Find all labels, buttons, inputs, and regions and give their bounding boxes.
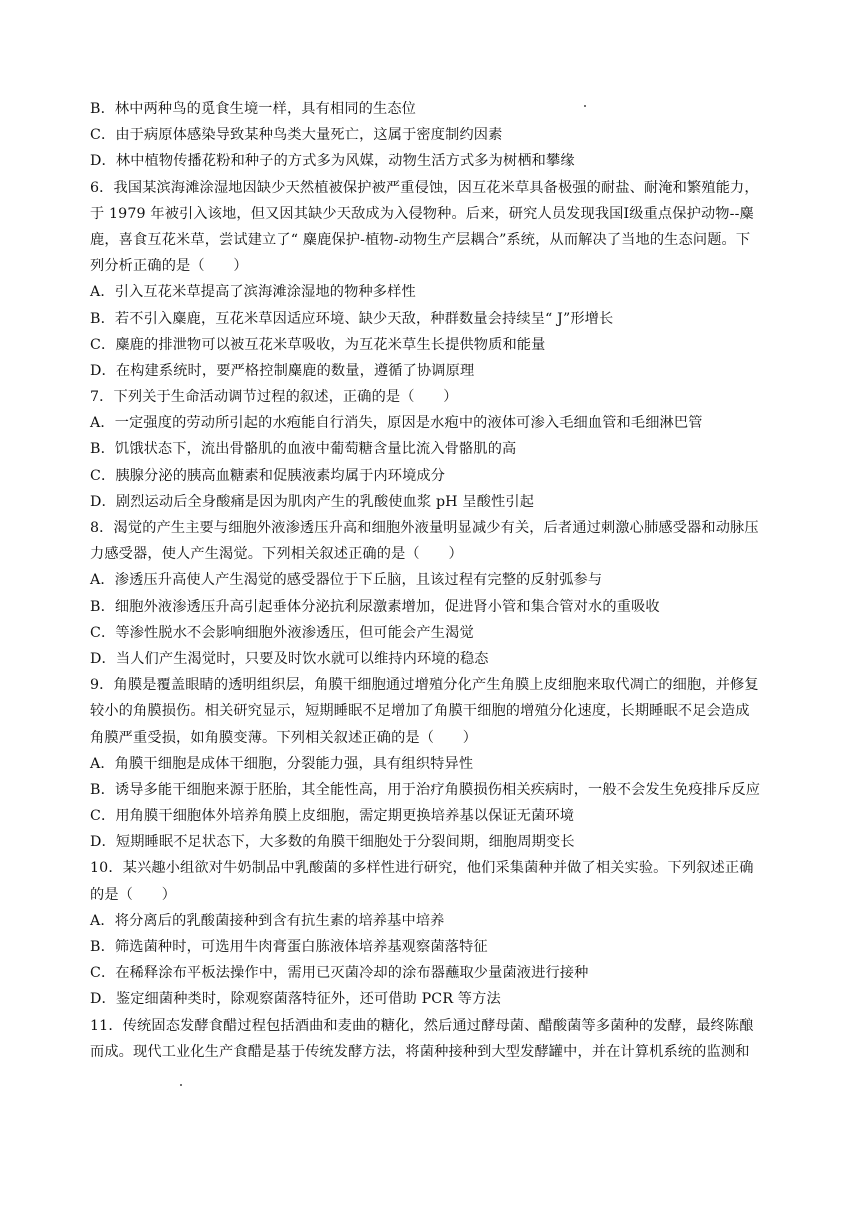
text-line: C．用角膜干细胞体外培养角膜上皮细胞，需定期更换培养基以保证无菌环境 — [90, 808, 575, 825]
text-line: 而成。现代工业化生产食醋是基于传统发酵方法，将菌种接种到大型发酵罐中，并在计算机系统的监测和 — [90, 1043, 750, 1060]
text-line: 8．渴觉的产生主要与细胞外液渗透压升高和细胞外液量明显减少有关，后者通过刺激心肺感受器和动脉压 — [90, 520, 759, 536]
text-line: 列分析正确的是（ ） — [90, 258, 248, 275]
text-line: A．角膜干细胞是成体干细胞，分裂能力强，具有组织特异性 — [90, 755, 474, 772]
text-line: A．将分离后的乳酸菌接种到含有抗生素的培养基中培养 — [90, 912, 445, 929]
text-line: A．引入互花米草提高了滨海滩涂湿地的物种多样性 — [90, 284, 416, 301]
text-line: 10．某兴趣小组欲对牛奶制品中乳酸菌的多样性进行研究，他们采集菌种并做了相关实验。下列叙述正确 — [90, 860, 754, 877]
question-text-block — [90, 96, 780, 1065]
text-line: D．当人们产生渴觉时，只要及时饮水就可以维持内环境的稳态 — [90, 650, 489, 667]
text-line: B．饥饿状态下，流出骨骼肌的血液中葡萄糖含量比流入骨骼肌的高 — [90, 441, 517, 458]
text-line: A．一定强度的劳动所引起的水疱能自行消失，原因是水疱中的液体可渗入毛细血管和毛细淋巴管 — [90, 415, 703, 432]
text-line: 力感受器，使人产生渴觉。下列相关叙述正确的是（ ） — [90, 546, 463, 563]
text-line: D．鉴定细菌种类时，除观察菌落特征外，还可借助 PCR 等方法 — [90, 991, 501, 1008]
text-line: C．在稀释涂布平板法操作中，需用已灭菌冷却的涂布器蘸取少量菌液进行接种 — [90, 965, 589, 982]
text-line: 于 1979 年被引入该地，但又因其缺少天敌成为入侵物种。后来，研究人员发现我国Ⅰ级重点保护动物--麋 — [90, 205, 754, 222]
text-line: B．若不引入麋鹿，互花米草因适应环境、缺少天敌，种群数量会持续呈“ J”形增长 — [90, 310, 614, 327]
text-line: A．渗透压升高使人产生渴觉的感受器位于下丘脑，且该过程有完整的反射弧参与 — [90, 572, 603, 589]
text-line: B．细胞外液渗透压升高引起垂体分泌抗利尿激素增加，促进肾小管和集合管对水的重吸收 — [90, 598, 660, 615]
text-line: 9．角膜是覆盖眼睛的透明组织层，角膜干细胞通过增殖分化产生角膜上皮细胞来取代凋亡的细胞，并修复 — [90, 677, 759, 694]
stray-mark — [180, 1084, 182, 1086]
text-line: D．剧烈运动后全身酸痛是因为肌肉产生的乳酸使血浆 pH 呈酸性引起 — [90, 493, 535, 510]
text-line: B．筛选菌种时，可选用牛肉膏蛋白胨液体培养基观察菌落特征 — [90, 939, 488, 955]
text-line: D．林中植物传播花粉和种子的方式多为风媒，动物生活方式多为树栖和攀缘 — [90, 153, 575, 170]
text-line: 7．下列关于生命活动调节过程的叙述，正确的是（ ） — [90, 389, 458, 406]
text-line: D．在构建系统时，要严格控制麋鹿的数量，遵循了协调原理 — [90, 362, 475, 379]
text-line: 6．我国某滨海滩涂湿地因缺少天然植被保护被严重侵蚀，因互花米草具备极强的耐盐、耐淹和繁殖能力， — [90, 179, 759, 196]
text-line: C．由于病原体感染导致某种鸟类大量死亡，这属于密度制约因素 — [90, 127, 503, 144]
text-line: 11．传统固态发酵食醋过程包括酒曲和麦曲的糖化，然后通过酵母菌、醋酸菌等多菌种的发酵，最终陈酿 — [90, 1017, 754, 1034]
text-line: C．麋鹿的排泄物可以被互花米草吸收，为互花米草生长提供物质和能量 — [90, 336, 546, 353]
text-line: 鹿，喜食互花米草，尝试建立了“ 麋鹿保护-植物-动物生产层耦合”系统，从而解决了当地的生态问题。下 — [90, 231, 751, 248]
text-line: D．短期睡眠不足状态下，大多数的角膜干细胞处于分裂间期，细胞周期变长 — [90, 834, 575, 851]
text-line: C．等渗性脱水不会影响细胞外液渗透压，但可能会产生渴觉 — [90, 624, 474, 641]
text-line: C．胰腺分泌的胰高血糖素和促胰液素均属于内环境成分 — [90, 467, 446, 484]
text-line: B．诱导多能干细胞来源于胚胎，其全能性高，用于治疗角膜损伤相关疾病时，一般不会发生免疫排斥反应 — [90, 781, 761, 798]
text-line: 的是（ ） — [90, 886, 177, 903]
text-line: B．林中两种鸟的觅食生境一样，具有相同的生态位 — [90, 101, 417, 117]
text-line: 角膜严重受损，如角膜变薄。下列相关叙述正确的是（ ） — [90, 729, 478, 746]
text-line: 较小的角膜损伤。相关研究显示，短期睡眠不足增加了角膜干细胞的增殖分化速度，长期睡眠不足会造成 — [90, 703, 750, 720]
